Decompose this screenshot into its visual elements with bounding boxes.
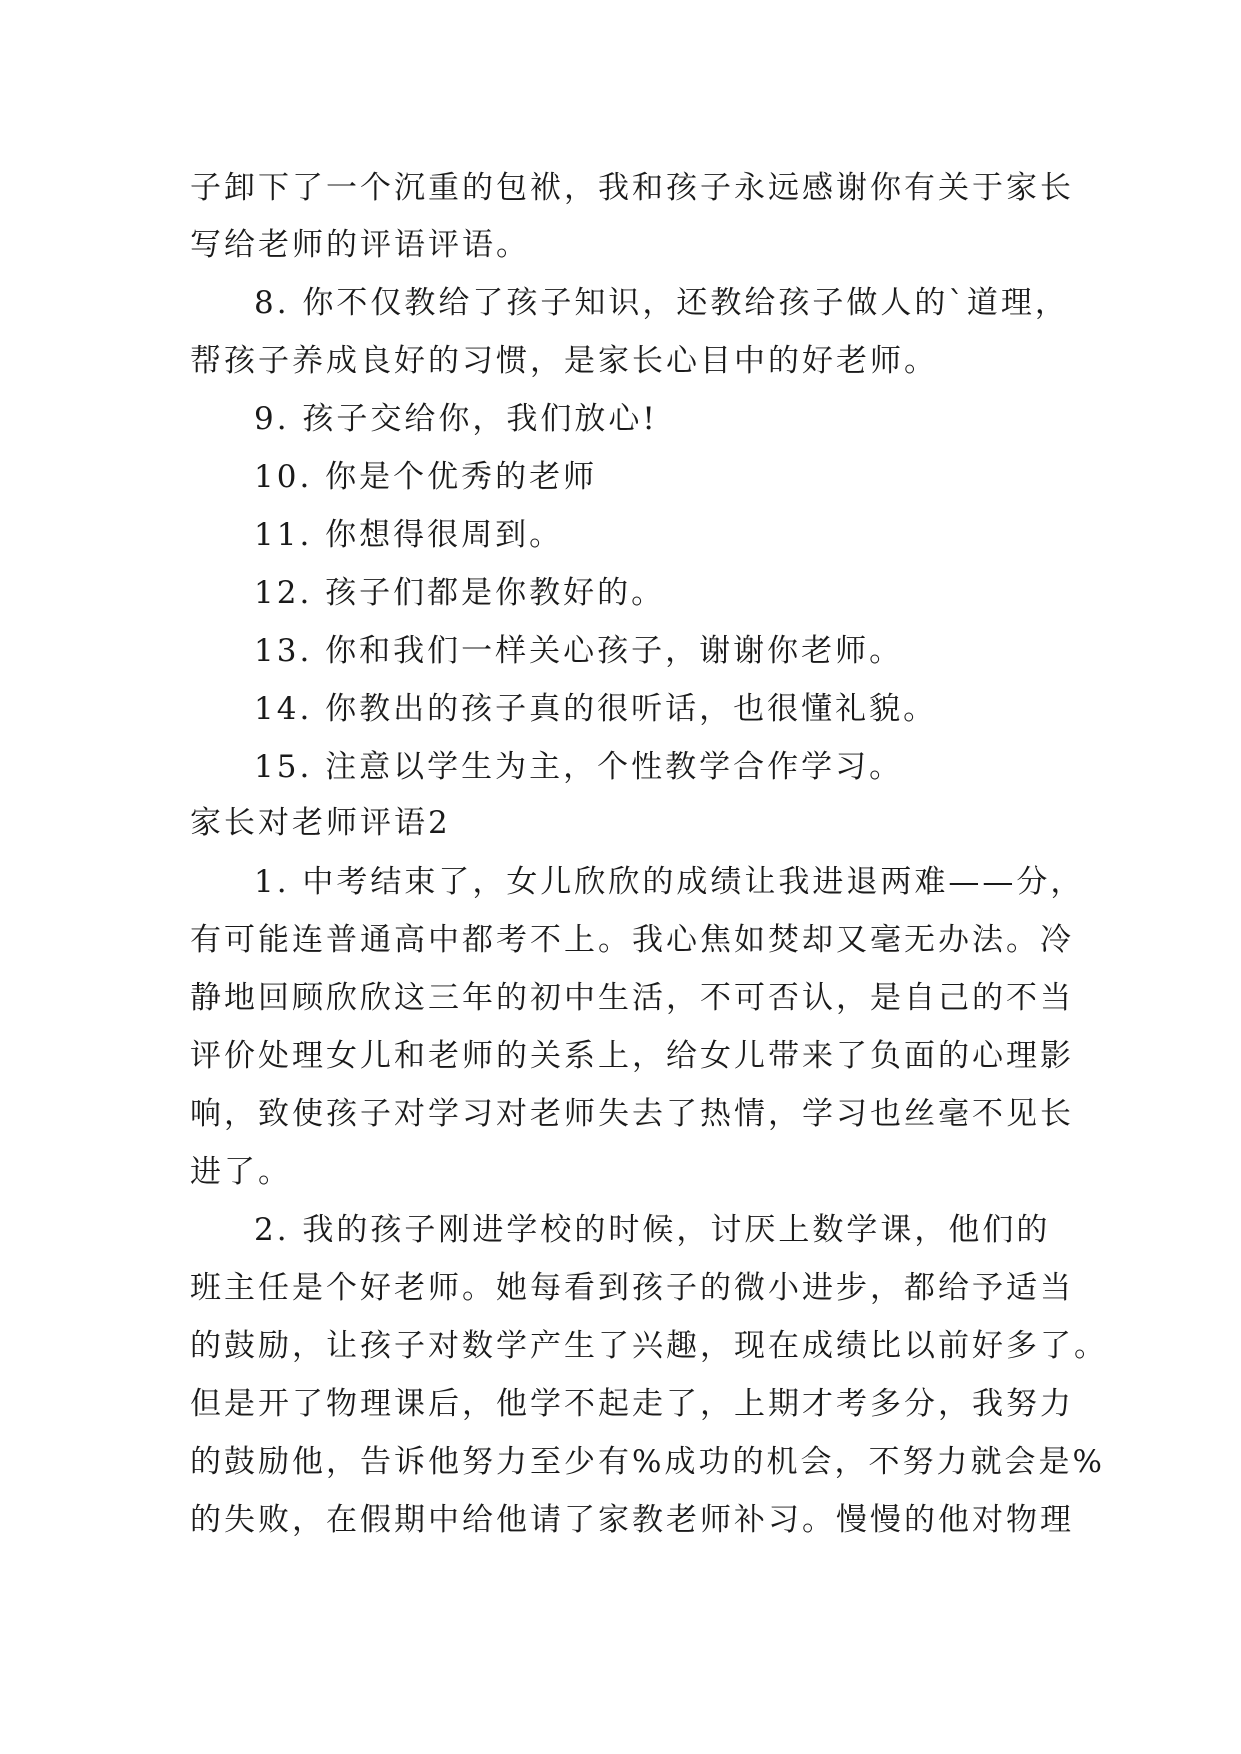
section-heading: 家长对老师评语2: [190, 805, 451, 841]
paragraph-line: 响，致使孩子对学习对老师失去了热情，学习也丝毫不见长: [190, 1096, 1074, 1132]
paragraph-line: 的鼓励，让孩子对数学产生了兴趣，现在成绩比以前好多了。: [190, 1328, 1108, 1364]
paragraph-line: 但是开了物理课后，他学不起走了，上期才考多分，我努力: [190, 1386, 1074, 1422]
list-item-14: 14. 你教出的孩子真的很听话，也很懂礼貌。: [254, 691, 938, 727]
paragraph-line: 的失败，在假期中给他请了家教老师补习。慢慢的他对物理: [190, 1502, 1074, 1538]
paragraph-line: 评价处理女儿和老师的关系上，给女儿带来了负面的心理影: [190, 1038, 1074, 1074]
paragraph-line: 有可能连普通高中都考不上。我心焦如焚却又毫无办法。冷: [190, 922, 1074, 958]
paragraph-line: 班主任是个好老师。她每看到孩子的微小进步，都给予适当: [190, 1270, 1074, 1306]
list-item-10: 10. 你是个优秀的老师: [254, 459, 598, 495]
list-item-12: 12. 孩子们都是你教好的。: [254, 575, 666, 611]
list-item-15: 15. 注意以学生为主，个性教学合作学习。: [254, 749, 904, 785]
paragraph-line: 静地回顾欣欣这三年的初中生活，不可否认，是自己的不当: [190, 980, 1074, 1016]
paragraph-line: 写给老师的评语评语。: [190, 227, 530, 263]
paragraph-line: 进了。: [190, 1154, 292, 1190]
list-item-2: 2. 我的孩子刚进学校的时候，讨厌上数学课，他们的: [254, 1212, 1051, 1248]
list-item-8: 8. 你不仅教给了孩子知识，还教给孩子做人的`道理，: [254, 285, 1069, 321]
list-item-9: 9. 孩子交给你，我们放心!: [254, 401, 658, 437]
list-item-11: 11. 你想得很周到。: [254, 517, 564, 553]
list-item-13: 13. 你和我们一样关心孩子，谢谢你老师。: [254, 633, 904, 669]
paragraph-line: 的鼓励他，告诉他努力至少有%成功的机会，不努力就会是%: [190, 1444, 1105, 1480]
paragraph-line: 帮孩子养成良好的习惯，是家长心目中的好老师。: [190, 343, 938, 379]
list-item-1: 1. 中考结束了，女儿欣欣的成绩让我进退两难——分，: [254, 864, 1085, 900]
paragraph-line: 子卸下了一个沉重的包袱，我和孩子永远感谢你有关于家长: [190, 170, 1074, 206]
